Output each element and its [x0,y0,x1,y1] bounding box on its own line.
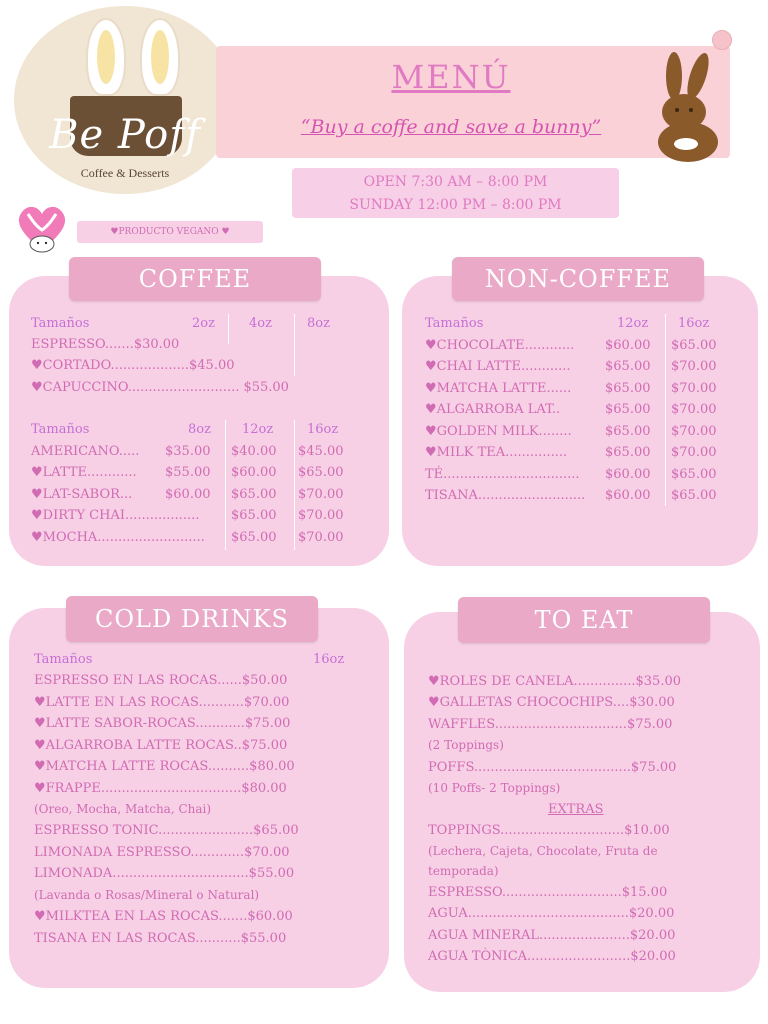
price: $60.00 [165,487,211,502]
menu-note: (Oreo, Mocha, Matcha, Chai) [34,802,212,816]
menu-item: ♥MILKTEA EN LAS ROCAS.......$60.00 [34,909,293,924]
price: $65.00 [605,402,651,417]
menu-item: TISANA.......................... [425,488,586,503]
menu-item: ♥DIRTY CHAI.................. [31,508,200,523]
menu-item: AGUA MINERAL......................$20.00 [428,928,676,943]
menu-item: ♥MILK TEA............... [425,445,568,460]
price: $65.00 [231,508,277,523]
noncoffee-sizes-label: Tamaños [425,316,484,331]
price: $60.00 [605,338,651,353]
menu-item: ♥MATCHA LATTE...... [425,381,572,396]
menu-item: ESPRESSO TONIC.......................$65.00 [34,823,299,838]
noncoffee-title: NON-COFFEE [452,257,704,301]
vegan-legend: ♥PRODUCTO VEGANO ♥ [77,221,263,243]
cold-size-16oz: 16oz [313,652,345,667]
heart-bunny-icon [14,200,70,258]
coffee-size-8oz: 8oz [307,316,330,331]
coffee-size-8oz: 8oz [188,422,211,437]
price: $35.00 [165,444,211,459]
price: $70.00 [671,424,717,439]
menu-item: POFFS......................................$75.00 [428,760,677,775]
divider [228,314,229,344]
bunny-ear-right [140,18,180,96]
coffee-size-2oz: 2oz [192,316,215,331]
menu-item: ♥CHOCOLATE............ [425,338,575,353]
cold-sizes-label: Tamaños [34,652,93,667]
menu-item: ♥LAT-SABOR... [31,487,133,502]
price: $65.00 [605,381,651,396]
menu-item: ♥LATTE EN LAS ROCAS...........$70.00 [34,695,290,710]
logo-subtitle: Coffee & Desserts [80,166,170,180]
menu-item: ♥CAPUCCINO........................... $55.00 [31,380,289,395]
coffee-sizes-label-1: Tamaños [31,316,90,331]
menu-note: (Lavanda o Rosas/Mineral o Natural) [34,888,260,902]
menu-item: AGUA.......................................$20.00 [428,906,675,921]
menu-item: ♥MATCHA LATTE ROCAS..........$80.00 [34,759,295,774]
price: $70.00 [671,445,717,460]
divider [665,314,666,506]
divider [225,420,226,550]
menu-note: (2 Toppings) [428,738,504,752]
price: $65.00 [671,467,717,482]
menu-item: TOPPINGS..............................$10.00 [428,823,670,838]
menu-item: ESPRESSO.............................$15.00 [428,885,668,900]
price: $65.00 [671,338,717,353]
menu-note: (10 Poffs- 2 Toppings) [428,781,561,795]
menu-item: ♥MOCHA.......................... [31,530,205,545]
menu-item: LIMONADA.................................$55.00 [34,866,295,881]
slogan: “Buy a coffe and save a bunny” [300,116,602,138]
price: $45.00 [298,444,344,459]
price: $55.00 [165,465,211,480]
price: $70.00 [298,530,344,545]
menu-item: ♥CHAI LATTE............ [425,359,571,374]
price: $60.00 [605,488,651,503]
menu-item: ♥ALGARROBA LATTE ROCAS..$75.00 [34,738,288,753]
price: $70.00 [671,402,717,417]
noncoffee-size-16oz: 16oz [678,316,710,331]
price: $60.00 [231,465,277,480]
divider [294,420,295,550]
menu-note: (Lechera, Cajeta, Chocolate, Fruta de [428,844,658,858]
chocolate-bunny-icon [654,50,730,162]
coffee-sizes-label-2: Tamaños [31,422,90,437]
menu-item: ♥ALGARROBA LAT.. [425,402,561,417]
menu-item: ♥GOLDEN MILK........ [425,424,572,439]
price: $70.00 [298,487,344,502]
logo [14,6,236,194]
menu-item: ♥GALLETAS CHOCOCHIPS....$30.00 [428,695,675,710]
price: $65.00 [231,487,277,502]
noncoffee-size-12oz: 12oz [617,316,649,331]
menu-note: temporada) [428,864,499,878]
menu-item: AGUA TÒNICA.........................$20.00 [428,949,676,964]
extras-heading: EXTRAS [548,802,604,817]
hours-weekday: OPEN 7:30 AM – 8:00 PM [363,174,548,190]
menu-item: ♥ROLES DE CANELA...............$35.00 [428,674,681,689]
menu-item: ♥LATTE SABOR-ROCAS............$75.00 [34,716,291,731]
logo-brand: Be Poff [49,112,201,158]
price: $70.00 [671,359,717,374]
price: $40.00 [231,444,277,459]
menu-item: AMERICANO..... [31,444,140,459]
menu-item: TÉ................................. [425,467,580,482]
to-eat-title: TO EAT [458,597,710,643]
page-title: MENÚ [391,58,511,96]
menu-item: ♥CORTADO...................$45.00 [31,358,235,373]
price: $65.00 [298,465,344,480]
price: $65.00 [231,530,277,545]
menu-item: ♥LATTE............ [31,465,137,480]
price: $70.00 [298,508,344,523]
bunny-ear-left [86,18,126,96]
price: $65.00 [605,424,651,439]
menu-item: TISANA EN LAS ROCAS...........$55.00 [34,931,287,946]
coffee-title: COFFEE [69,257,321,301]
menu-item: ♥FRAPPE..................................$80.00 [34,781,287,796]
menu-item: WAFFLES................................$75.00 [428,717,673,732]
hours-sunday: SUNDAY 12:00 PM – 8:00 PM [349,197,562,213]
menu-item: LIMONADA ESPRESSO.............$70.00 [34,845,290,860]
divider [294,314,295,376]
price: $60.00 [605,467,651,482]
scroll-curl [712,30,732,50]
price: $70.00 [671,381,717,396]
menu-item: ESPRESSO EN LAS ROCAS......$50.00 [34,673,288,688]
menu-item: ESPRESSO.......$30.00 [31,337,180,352]
price: $65.00 [605,445,651,460]
price: $65.00 [671,488,717,503]
cold-drinks-title: COLD DRINKS [66,596,318,642]
price: $65.00 [605,359,651,374]
coffee-size-16oz: 16oz [307,422,339,437]
coffee-size-12oz: 12oz [242,422,274,437]
opening-hours [292,168,619,218]
coffee-size-4oz: 4oz [249,316,272,331]
